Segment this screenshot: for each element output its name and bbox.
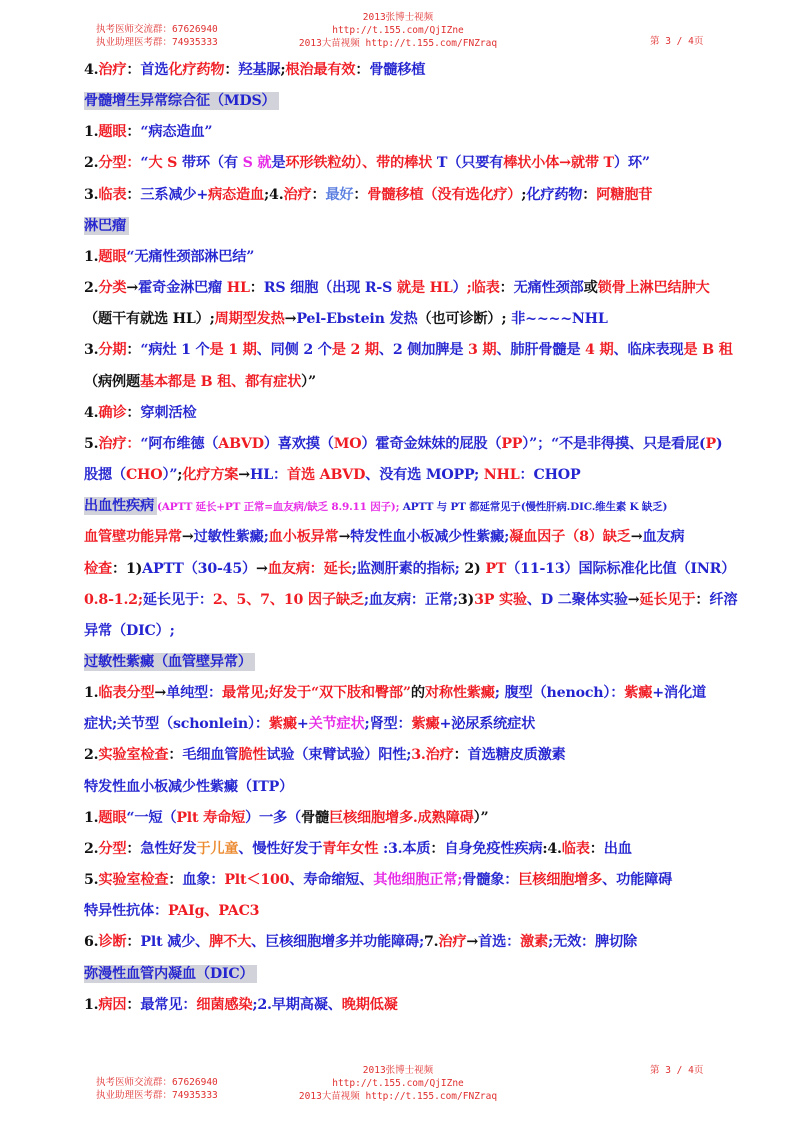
text-segment: （11-13）国际标准化比值（INR） (506, 560, 736, 577)
text-line (84, 117, 724, 148)
text-segment: 是 1 期 (209, 342, 257, 359)
text-segment: 病态造血 (208, 186, 264, 203)
text-segment: 急性好发 (140, 840, 197, 857)
text-segment: 病因 (98, 996, 127, 1013)
text-segment: 异常（DIC）; (84, 622, 175, 639)
text-segment: “病态造血” (140, 124, 213, 141)
text-segment: 出血性疾病 (84, 497, 157, 515)
text-segment: 股摁（ (84, 467, 126, 484)
text-segment: 骨髓移植（没有选化疗） (367, 186, 522, 203)
text-segment: ： (126, 186, 141, 203)
text-segment: 分型 (98, 840, 127, 857)
text-segment: → (181, 529, 194, 546)
text-segment: 3P 实验 (474, 591, 527, 608)
text-segment: 锁骨上淋巴结肿大 (597, 280, 710, 297)
text-segment: 题眼 (98, 809, 127, 826)
text-segment: ： (582, 186, 597, 203)
section-heading (84, 959, 724, 990)
text-line (84, 55, 724, 86)
text-segment: HL (226, 280, 250, 297)
text-segment: 最常见;好发于“双下肢和臀部” (222, 685, 411, 702)
text-segment: 6. (84, 934, 99, 951)
text-segment: ; 腹型（henoch）： (494, 685, 625, 702)
text-segment: 或 (583, 280, 598, 297)
text-segment: 最好 (325, 186, 354, 203)
text-segment: 首选 ABVD (286, 467, 366, 484)
text-segment: Pel-Ebstein 发热 (296, 311, 418, 328)
text-segment: T（只要有 (432, 155, 504, 172)
text-segment: 延长见于 (639, 591, 696, 608)
text-segment: 5. (84, 872, 99, 889)
text-line (84, 429, 724, 460)
text-segment: 血管壁功能异常 (84, 529, 182, 546)
text-line (84, 460, 724, 491)
line-content (84, 187, 652, 203)
text-segment: （题干有就选 HL）; (84, 311, 215, 328)
text-segment: 血象： (182, 872, 225, 889)
text-segment: ： (126, 840, 141, 857)
text-segment: ： (126, 996, 141, 1013)
video-link-1[interactable]: 2013张博士视频http://t.155.com/QjIZne (332, 12, 464, 36)
text-segment: ABVD (218, 435, 264, 452)
line-content (84, 747, 566, 763)
text-line (84, 367, 724, 398)
text-segment: HL： (250, 467, 287, 484)
text-segment: ： (311, 186, 326, 203)
text-segment: ;血友病：正常; (363, 591, 458, 608)
text-segment: 2. (84, 155, 99, 172)
text-segment: P (705, 435, 716, 452)
heading-highlight (84, 217, 129, 235)
text-segment: 三系减少+ (140, 186, 209, 203)
text-segment: 巨核细胞增多 (518, 872, 603, 889)
text-segment: 细菌感染 (196, 996, 253, 1013)
text-segment: ） (452, 280, 467, 297)
text-segment: 确诊 (98, 404, 127, 421)
text-segment: 分类 (98, 280, 127, 297)
text-segment: 弥漫性血管内凝血（DIC） (84, 965, 254, 982)
line-content (84, 436, 722, 452)
text-segment: 最常见： (140, 996, 197, 1013)
text-line (84, 834, 724, 865)
line-content (84, 62, 425, 78)
page-header (0, 11, 793, 51)
text-segment: 3.治疗 (411, 747, 454, 764)
text-segment: Plt＜100 (224, 872, 290, 889)
text-segment: S 就 (242, 155, 272, 172)
text-segment: 骨髓增生异常综合征（MDS） (84, 93, 276, 110)
text-segment: ：1) (111, 560, 143, 577)
line-content (84, 997, 398, 1013)
text-segment: 就是 HL (396, 280, 453, 297)
text-segment: “病灶 1 个 (140, 342, 210, 359)
line-content (84, 342, 733, 358)
text-segment: ： (126, 342, 141, 359)
text-segment: 特发性血小板减少性紫癜（ITP） (84, 778, 294, 795)
line-content (84, 280, 709, 296)
text-segment: ）环” (613, 155, 650, 172)
text-segment: Plt 寿命短 (176, 809, 246, 826)
text-segment: 化疗方案 (182, 467, 239, 484)
text-segment: 骨髓象： (462, 872, 519, 889)
text-segment: 棒状小体→就带 T (503, 155, 614, 172)
document-body (84, 55, 738, 1021)
text-segment: 单纯型： (166, 685, 223, 702)
text-line (84, 616, 724, 647)
text-segment: 2、5、7、10 因子缺乏 (212, 591, 364, 608)
text-segment: ： (355, 62, 370, 78)
text-segment: 检查 (84, 560, 112, 577)
text-segment: 2. (84, 280, 99, 297)
text-line (84, 398, 724, 429)
text-segment: 治疗 (98, 62, 127, 78)
text-segment: APTT（30-45） (142, 560, 257, 577)
text-segment: ）” (301, 373, 316, 390)
text-segment: ;4. (264, 186, 284, 203)
text-segment: （也可诊断）; (417, 311, 512, 328)
text-segment: 脆性 (238, 747, 267, 764)
text-segment: 治疗 (283, 186, 312, 203)
text-segment: 毛细血管 (182, 747, 239, 764)
line-content (84, 311, 608, 327)
text-segment: 、慢性好发于 (238, 840, 323, 857)
line-content (84, 561, 735, 577)
text-segment: ： (126, 934, 141, 951)
text-segment: (APTT 延长+PT 正常=血友病/缺乏 8.9.11 因子); (156, 501, 403, 514)
text-segment: 根治最有效 (285, 62, 356, 78)
text-segment: 血小板异常 (268, 529, 339, 546)
text-segment: 于儿童 (196, 840, 239, 857)
text-segment: 4 期 (585, 342, 614, 359)
text-segment: 关节症状 (308, 716, 365, 733)
text-segment: ： (589, 840, 604, 857)
text-segment: 出血 (603, 840, 632, 857)
text-segment: 环形铁粒幼）、带的棒状 (285, 155, 433, 172)
text-segment: 是 2 期 (331, 342, 379, 359)
text-segment: ： (430, 840, 445, 857)
text-segment: ;无效：脾切除 (548, 934, 638, 951)
line-content (84, 685, 706, 701)
text-segment: ）霍奇金妹妹的屁股（ (361, 435, 502, 452)
text-segment: PP (501, 435, 523, 452)
text-segment: 分期 (98, 342, 127, 359)
text-segment: → (238, 467, 250, 484)
line-content (84, 529, 684, 545)
line-content (84, 934, 637, 950)
text-segment: 过敏性紫癜; (193, 529, 269, 546)
text-segment: 的 (410, 685, 425, 702)
text-segment: 周期型发热 (214, 311, 285, 328)
text-segment: 骨髓 (301, 809, 329, 826)
text-segment: ： (126, 62, 141, 78)
text-segment: → (154, 685, 167, 702)
line-content (84, 467, 580, 483)
text-segment: 3. (84, 186, 99, 203)
text-segment: 非~~~~NHL (511, 311, 608, 328)
text-segment: 基本都是 B 租、都有症状 (139, 373, 302, 390)
text-segment: 1. (84, 124, 99, 141)
text-segment: 2. (84, 747, 99, 764)
text-segment: “一短（ (126, 809, 177, 826)
text-segment: +泌尿系统症状 (439, 716, 536, 733)
heading-highlight (84, 653, 255, 671)
text-segment: ）” (473, 809, 489, 826)
text-line (84, 772, 724, 803)
text-segment: 紫癜 (268, 716, 297, 733)
text-segment: ： (249, 280, 264, 297)
text-segment: ： (224, 62, 239, 78)
text-segment: ： (695, 591, 710, 608)
text-line (84, 335, 733, 366)
text-segment: 羟基脲 (238, 62, 281, 78)
text-segment: 脾不大 (209, 934, 252, 951)
text-segment: 激素 (520, 934, 549, 951)
text-segment: 血友病 (642, 529, 685, 546)
text-line (84, 554, 736, 585)
section-heading (84, 647, 724, 678)
text-segment: 化疗药物 (526, 186, 583, 203)
text-segment: 治疗 (438, 934, 467, 951)
text-segment: 特异性抗体： (84, 903, 168, 920)
text-segment: ; (280, 62, 286, 78)
text-segment: → (338, 529, 351, 546)
line-content (84, 124, 212, 140)
text-segment: → (284, 311, 297, 328)
text-line (84, 709, 724, 740)
text-segment: 凝血因子（8）缺乏 (509, 529, 631, 546)
text-segment: 首选： (478, 934, 521, 951)
text-segment: 、巨核细胞增多并功能障碍; (251, 934, 424, 951)
text-segment: 青年女性 (322, 840, 383, 857)
text-segment: ）一多（ (245, 809, 302, 826)
text-segment: +消化道 (652, 685, 706, 702)
line-content (84, 841, 632, 857)
text-segment: 2) (464, 560, 486, 577)
text-segment: 穿刺活检 (140, 404, 197, 421)
text-segment: → (466, 934, 479, 951)
page-footer (0, 1064, 793, 1104)
group-number-1: 执考医师交流群：67626940 (96, 1077, 218, 1088)
text-segment: 临表 (98, 186, 127, 203)
text-segment: PAIg、PAC3 (167, 903, 260, 920)
text-line (84, 585, 738, 616)
text-line (84, 180, 724, 211)
text-segment: 1. (84, 685, 99, 702)
text-segment: 4. (84, 404, 99, 421)
text-segment: ： (168, 747, 183, 764)
text-segment: 1. (84, 248, 99, 265)
text-segment: 首选 (140, 62, 169, 78)
text-line (84, 990, 724, 1021)
line-content (84, 592, 737, 608)
text-segment: 延长见于： (142, 591, 213, 608)
text-segment: 巨核细胞增多.成熟障碍 (329, 809, 474, 826)
text-segment: 2. (84, 840, 99, 857)
text-segment: 实验室检查 (98, 747, 169, 764)
text-segment: 4. (84, 62, 99, 78)
text-segment: “ (140, 155, 149, 172)
line-content (84, 405, 196, 421)
text-segment: 化疗药物 (168, 62, 225, 78)
text-line (84, 865, 724, 896)
text-segment: ： (353, 186, 368, 203)
text-segment: 7. (423, 934, 439, 951)
text-segment: “阿布维德（ (140, 435, 219, 452)
page-number: 第 3 / 4页 (650, 36, 704, 47)
text-segment: 1. (84, 996, 99, 1013)
text-segment: → (630, 529, 643, 546)
line-content (84, 872, 672, 888)
section-heading (84, 211, 724, 242)
text-segment: 霍奇金淋巴瘤 (138, 280, 227, 297)
text-line (84, 148, 724, 179)
text-segment: 症状;关节型（schonlein）： (84, 716, 269, 733)
text-segment: → (126, 280, 139, 297)
text-segment: ; (521, 186, 527, 203)
heading-highlight (84, 965, 257, 983)
text-line (84, 740, 724, 771)
text-segment: 大 S (148, 155, 182, 172)
text-segment: ）” (162, 467, 178, 484)
text-segment: RS 细胞（出现 R-S (263, 280, 397, 297)
text-segment: 3 期 (467, 342, 497, 359)
text-segment: 、肺肝骨髓是 (496, 342, 586, 359)
video-link-1[interactable]: 2013张博士视频http://t.155.com/QjIZne (332, 1065, 464, 1089)
text-segment: ;监测肝素的指标; (351, 560, 465, 577)
line-content (84, 903, 259, 919)
text-segment: ： (499, 280, 514, 297)
text-segment: CHO (125, 467, 163, 484)
text-segment: 、临床表现 (613, 342, 684, 359)
section-heading (84, 86, 724, 117)
text-segment: 3) (457, 591, 475, 608)
text-segment: 试验（束臂试验）阳性; (266, 747, 412, 764)
text-segment: 紫癜 (411, 716, 440, 733)
text-segment: 、2 侧加脾是 (378, 342, 468, 359)
text-segment: MO (333, 435, 362, 452)
line-content (84, 779, 293, 795)
text-line (84, 896, 724, 927)
text-segment: （病例题 (84, 373, 140, 390)
text-line (84, 678, 724, 709)
text-line (84, 491, 724, 522)
text-segment: 诊断 (98, 934, 127, 951)
video-link-2[interactable]: 2013大苗视频 http://t.155.com/FNZraq (298, 1091, 498, 1102)
text-segment: 晚期低凝 (341, 996, 398, 1013)
line-content (84, 249, 254, 265)
text-segment: 其他细胞正常; (373, 872, 463, 889)
text-segment: Plt 减少、 (140, 934, 210, 951)
text-segment: ： (168, 872, 183, 889)
text-segment: :3.本质 (382, 840, 431, 857)
text-segment: 题眼 (98, 248, 127, 265)
text-segment: ;临表 (466, 280, 500, 297)
text-segment: 淋巴瘤 (84, 217, 126, 234)
text-segment: 骨髓移植 (369, 62, 426, 78)
group-number-2: 执业助理医考群：74935333 (96, 37, 218, 48)
text-line (84, 304, 724, 335)
text-segment: → (256, 560, 268, 577)
text-segment: 首选糖皮质激素 (467, 747, 566, 764)
text-segment: 、功能障碍 (602, 872, 673, 889)
line-content (84, 716, 535, 732)
text-line (84, 273, 724, 304)
text-segment: 临表分型 (98, 685, 155, 702)
text-segment: “无痛性颈部淋巴结” (126, 248, 255, 265)
text-segment: 3. (84, 342, 99, 359)
text-segment: 特发性血小板减少性紫癜; (350, 529, 510, 546)
text-segment: 过敏性紫癜（血管壁异常） (84, 653, 252, 670)
text-segment: 、同侧 2 个 (256, 342, 332, 359)
text-segment: 分型： (98, 155, 141, 172)
text-segment: 阿糖胞苷 (596, 186, 653, 203)
text-segment: ）”；“不是非得摸、只是看屁( (522, 435, 706, 452)
heading-highlight (84, 92, 279, 110)
text-segment: :4. (542, 840, 562, 857)
text-line (84, 242, 724, 273)
text-segment: 、没有选 MOPP; (365, 467, 484, 484)
text-segment: ;肾型： (364, 716, 412, 733)
text-segment: 无痛性颈部 (513, 280, 584, 297)
text-line (84, 803, 724, 834)
text-segment: 5. (84, 435, 99, 452)
text-segment: 对称性紫癜 (424, 685, 495, 702)
text-segment: 实验室检查 (98, 872, 169, 889)
text-segment: 临表 (561, 840, 590, 857)
text-segment: APTT 与 PT 都延常见于(慢性肝病.DIC.维生素 K 缺乏) (402, 501, 668, 514)
text-segment: 血友病：延长 (267, 560, 352, 577)
text-segment: + (296, 716, 309, 733)
text-segment: 纤溶 (709, 591, 738, 608)
text-segment: ： (453, 747, 468, 764)
line-content (84, 810, 488, 826)
text-segment: 是 B 租 (683, 342, 733, 359)
line-content (84, 155, 650, 171)
text-segment: 0.8-1.2; (84, 591, 143, 608)
text-segment: ）喜欢摸（ (263, 435, 334, 452)
line-content (84, 623, 175, 639)
text-segment: 1. (84, 809, 99, 826)
text-segment: 是 (271, 155, 286, 172)
text-segment: ： (126, 124, 141, 141)
text-segment: ;2.早期高凝、 (252, 996, 342, 1013)
text-line (84, 927, 724, 958)
text-segment: → (627, 591, 640, 608)
text-segment: 题眼 (98, 124, 127, 141)
text-segment: ：CHOP (519, 467, 581, 484)
line-content (84, 374, 316, 390)
text-segment: ： (126, 404, 141, 421)
group-number-1: 执考医师交流群：67626940 (96, 24, 218, 35)
text-line (84, 522, 724, 553)
line-content (84, 500, 667, 513)
text-segment: 自身免疫性疾病 (444, 840, 543, 857)
text-segment: 、D 二聚体实验 (526, 591, 628, 608)
text-segment: NHL (483, 467, 520, 484)
text-segment: 带环（有 (181, 155, 243, 172)
text-segment: ; (177, 467, 183, 484)
text-segment: 治疗： (98, 435, 141, 452)
text-segment: ) (715, 435, 723, 452)
text-segment: 紫癜 (624, 685, 653, 702)
group-number-2: 执业助理医考群：74935333 (96, 1090, 218, 1101)
text-segment: PT (485, 560, 507, 577)
video-link-2[interactable]: 2013大苗视频 http://t.155.com/FNZraq (298, 38, 498, 49)
text-segment: 、寿命缩短、 (289, 872, 374, 889)
page-number: 第 3 / 4页 (650, 1065, 704, 1076)
